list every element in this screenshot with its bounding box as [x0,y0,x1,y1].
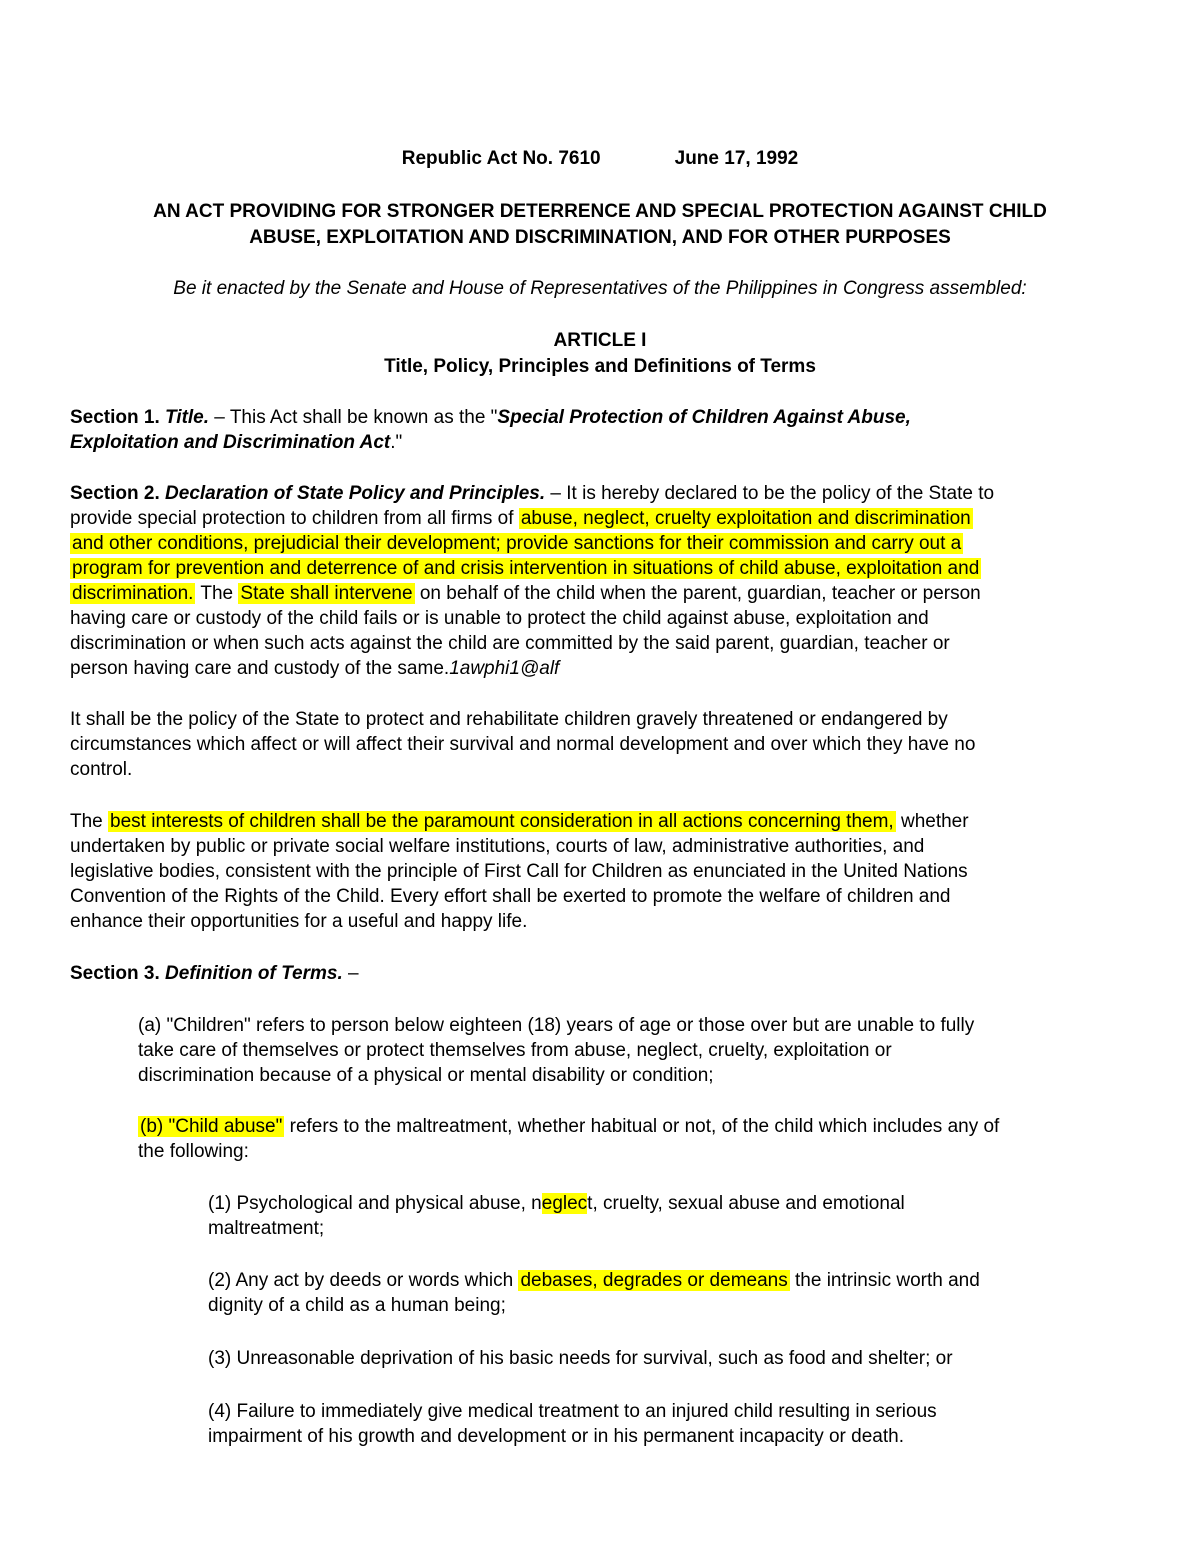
act-title-line: AN ACT PROVIDING FOR STRONGER DETERRENCE AND SPECIAL PROTECTION AGAINST CHILD [153,201,1047,222]
highlighted-text: program for prevention and deterrence of and crisis intervention in situations of child abuse, exploitation and [72,558,980,579]
section-text: person having care and custody of the same. [70,658,450,679]
article-title: Title, Policy, Principles and Definitions of Terms [384,356,816,377]
item-line: (3) Unreasonable deprivation of his basic needs for survival, such as food and shelter; or [208,1348,953,1369]
best-interests-paragraph [70,809,1135,934]
definition-line: (a) "Children" refers to person below eighteen (18) years of age or those over but are unable to fully [138,1015,975,1036]
definition-text: refers to the maltreatment, whether habitual or not, of the child which includes any of [284,1116,1000,1137]
paragraph-text: The [70,811,109,832]
section-2-line [70,506,1135,531]
item-line [208,1268,1138,1293]
highlighted-text: debases, degrades or demeans [520,1270,788,1291]
section-2-line [70,656,1135,681]
paragraph-line: circumstances which affect or will affect their survival and normal development and over which they have no [70,734,976,755]
watermark-tag: 1awphi1@alf [449,658,560,679]
definition-b [138,1114,1138,1164]
section-text: – It is hereby declared to be the policy of the State to [545,483,995,504]
section-2-line [70,556,1135,581]
highlighted-text: (b) "Child abuse" [140,1116,283,1137]
section-3 [70,961,1135,986]
abuse-item-4 [208,1399,1138,1449]
section-text: – This Act shall be known as the " [209,407,498,428]
definition-line [138,1114,1138,1139]
section-heading: Title. [165,407,210,428]
section-heading: Definition of Terms. [165,963,343,984]
policy-paragraph [70,707,1135,782]
paragraph-line: legislative bodies, consistent with the principle of First Call for Children as enunciated in the United Nations [70,861,968,882]
highlighted-text: and other conditions, prejudicial their development; provide sanctions for their commission and carry out a [72,533,962,554]
section-text: on behalf of the child when the parent, guardian, teacher or person [414,583,981,604]
act-date: June 17, 1992 [674,148,799,169]
abuse-item-1 [208,1191,1138,1241]
item-line: impairment of his growth and development or in his permanent incapacity or death. [208,1426,904,1447]
item-line: dignity of a child as a human being; [208,1295,506,1316]
section-1-line [70,430,1135,455]
definition-line: the following: [138,1141,249,1162]
section-2-line [70,531,1135,556]
section-2-line: discrimination or when such acts against the child are committed by the said parent, guardian, teacher or [70,633,950,654]
act-title-line: ABUSE, EXPLOITATION AND DISCRIMINATION, AND FOR OTHER PURPOSES [249,227,951,248]
section-2-line [70,581,1135,606]
section-3-line [70,961,1135,986]
paragraph-line: Convention of the Rights of the Child. Every effort shall be exerted to promote the welfare of children and [70,886,951,907]
abuse-item-3 [208,1346,1138,1371]
act-title [60,199,1140,251]
section-text: – [342,963,359,984]
item-line: (4) Failure to immediately give medical treatment to an injured child resulting in serious [208,1401,937,1422]
section-text: ." [390,432,403,453]
enacting-clause: Be it enacted by the Senate and House of Representatives of the Philippines in Congress assembled: [173,278,1027,299]
article-number: ARTICLE I [553,330,647,351]
item-text: (1) Psychological and physical abuse, n [208,1193,542,1214]
act-short-title: Exploitation and Discrimination Act [70,432,391,453]
section-1-line [70,405,1135,430]
highlighted-text: discrimination. [72,583,194,604]
item-line [208,1191,1138,1216]
paragraph-line [70,809,1135,834]
highlighted-text: State shall intervene [240,583,413,604]
article-heading [0,328,1200,380]
section-label: Section 2. [70,483,160,504]
highlighted-text: eglec [541,1193,588,1214]
section-label: Section 1. [70,407,160,428]
paragraph-line: It shall be the policy of the State to protect and rehabilitate children gravely threatened or endangered by [70,709,948,730]
highlighted-text: abuse, neglect, cruelty exploitation and discrimination [520,508,971,529]
section-text: The [195,583,239,604]
section-1 [70,405,1135,455]
definition-line: discrimination because of a physical or mental disability or condition; [138,1065,714,1086]
item-text: t, cruelty, sexual abuse and emotional [587,1193,905,1214]
item-text: the intrinsic worth and [789,1270,980,1291]
section-heading: Declaration of State Policy and Principles. [165,483,546,504]
item-line: maltreatment; [208,1218,325,1239]
section-2 [70,481,1135,681]
paragraph-text: whether [895,811,969,832]
abuse-item-2 [208,1268,1138,1318]
paragraph-line: undertaken by public or private social welfare institutions, courts of law, administrative authorities, and [70,836,925,857]
section-label: Section 3. [70,963,160,984]
definition-a [138,1013,1138,1088]
item-text: (2) Any act by deeds or words which [208,1270,519,1291]
act-short-title: Special Protection of Children Against Abuse, [497,407,911,428]
act-header [0,146,1200,171]
paragraph-line: enhance their opportunities for a useful and happy life. [70,911,528,932]
act-number: Republic Act No. 7610 [401,148,601,169]
section-2-line: having care or custody of the child fails or is unable to protect the child against abuse, exploitation and [70,608,929,629]
paragraph-line: control. [70,759,133,780]
section-2-line [70,481,1135,506]
highlighted-text: best interests of children shall be the paramount consideration in all actions concerning them, [110,811,894,832]
definition-line: take care of themselves or protect themselves from abuse, neglect, cruelty, exploitation or [138,1040,892,1061]
section-text: provide special protection to children from all firms of [70,508,519,529]
